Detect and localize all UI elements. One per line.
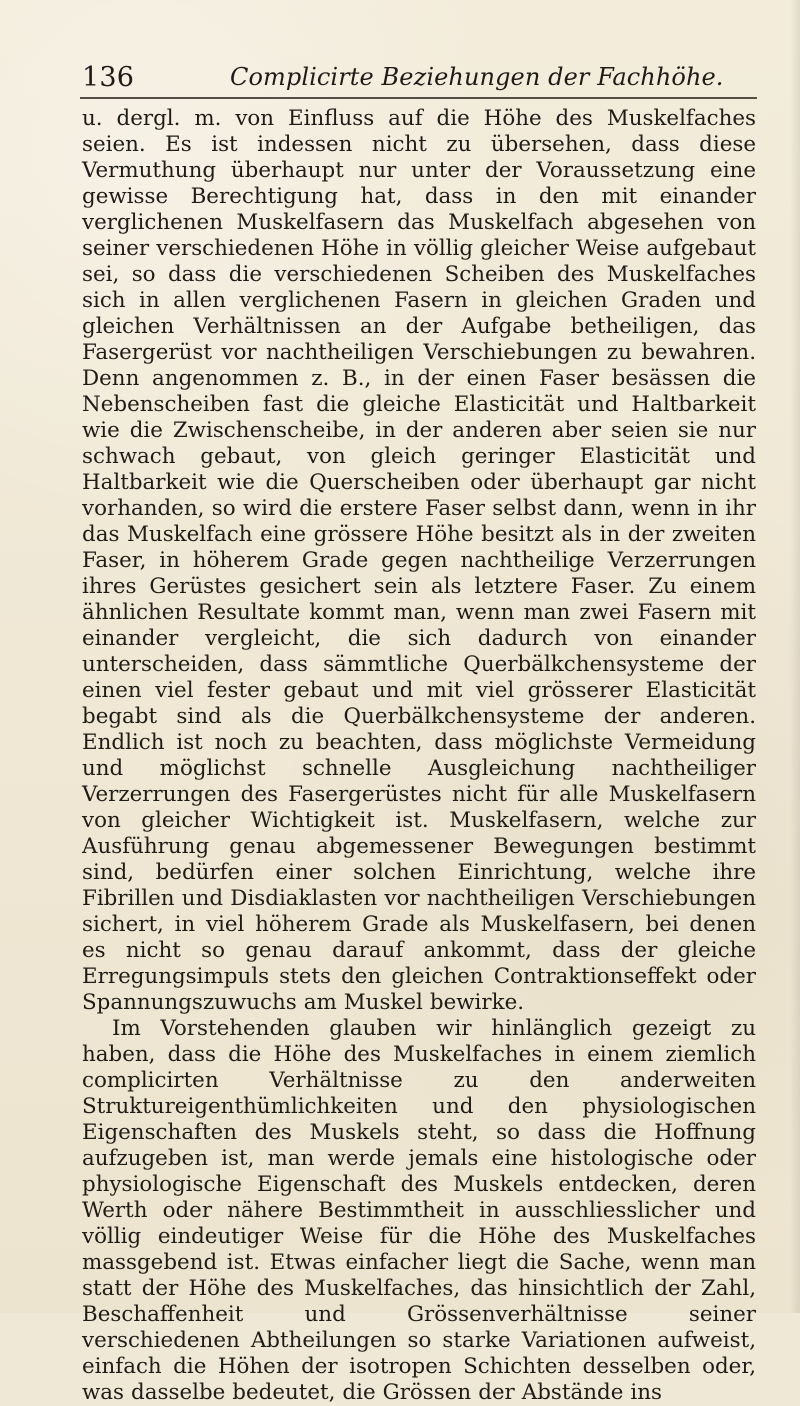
paragraph-2: Im Vorstehenden glauben wir hinlänglich gezeigt zu haben, dass die Höhe des Muskelfaches in einem ziemlich complicirten Verhältnisse zu den anderweiten Strukturеigenthümlichkeiten und den physiologischen Eigenschaften des Muskels steht, so dass die Hoffnung aufzugeben ist, man werde jemals eine histologische oder physiologische Eigenschaft des Muskels entdecken, deren Werth oder nähere Bestimmtheit in ausschliesslicher und völlig eindeutiger Weise für die Höhe des Muskelfaches massgebend ist. Etwas einfacher liegt die Sache, wenn man statt der Höhe des Muskelfaches, das hinsichtlich der Zahl, Beschaffenheit und Grössenverhältnisse seiner verschiedenen Abtheilungen so starke Variationen aufweist, einfach die Höhen der isotropen Schichten desselben oder, was dasselbe bedeutet, die Grössen der Abstände ins [82,1016,756,1405]
page-number: 136 [82,62,135,93]
header-rule [80,97,757,99]
paragraph-1: u. dergl. m. von Einfluss auf die Höhe des Muskelfaches seien. Es ist indessen nicht zu übersehen, dass diese Vermuthung überhaupt nur unter der Voraussetzung eine gewisse Berechtigung hat, dass in den mit einander verglichenen Muskelfasern das Muskelfach abgesehen von seiner verschiedenen Höhe in völlig gleicher Weise aufgebaut sei, so dass die verschiedenen Scheiben des Muskelfaches sich in allen verglichenen Fasern in gleichen Graden und gleichen Verhältnissen an der Aufgabe betheiligen, das Fasergerüst vor nachtheiligen Verschiebungen zu bewahren. Denn angenommen z. B., in der einen Faser besässen die Nebenscheiben fast die gleiche Elasticität und Haltbarkeit wie die Zwischenscheibe, in der anderen aber seien sie nur schwach gebaut, von gleich geringer Elasticität und Haltbarkeit wie die Querscheiben oder überhaupt gar nicht vorhanden, so wird die erstere Faser selbst dann, wenn in ihr das Muskelfach eine grössere Höhe besitzt als in der zweiten Faser, in höherem Grade gegen nachtheilige Verzerrungen ihres Gerüstes gesichert sein als letztere Faser. Zu einem ähnlichen Resultate kommt man, wenn man zwei Fasern mit einander vergleicht, die sich dadurch von einander unterscheiden, dass sämmtliche Querbälkchensysteme der einen viel fester gebaut und mit viel grösserer Elasticität begabt sind als die Querbälkchensysteme der anderen. Endlich ist noch zu beachten, dass möglichste Vermeidung und möglichst schnelle Ausgleichung nachtheiliger Verzerrungen des Fasergerüstes nicht für alle Muskelfasern von gleicher Wichtigkeit ist. Muskelfasern, welche zur Ausführung genau abgemessener Bewegungen bestimmt sind, bedürfen einer solchen Einrichtung, welche ihre Fibrillen und Disdiaklasten vor nachtheiligen Verschiebungen sichert, in viel höherem Grade als Muskelfasern, bei denen es nicht so genau darauf ankommt, dass der gleiche Erregungsimpuls stets den gleichen Contraktionseffekt oder Spannungszuwuchs am Muskel bewirke. [82,106,756,1015]
page-body [82,106,756,1406]
page-header [82,58,752,96]
running-title: Complicirte Beziehungen der Fachhöhe. [230,63,724,91]
